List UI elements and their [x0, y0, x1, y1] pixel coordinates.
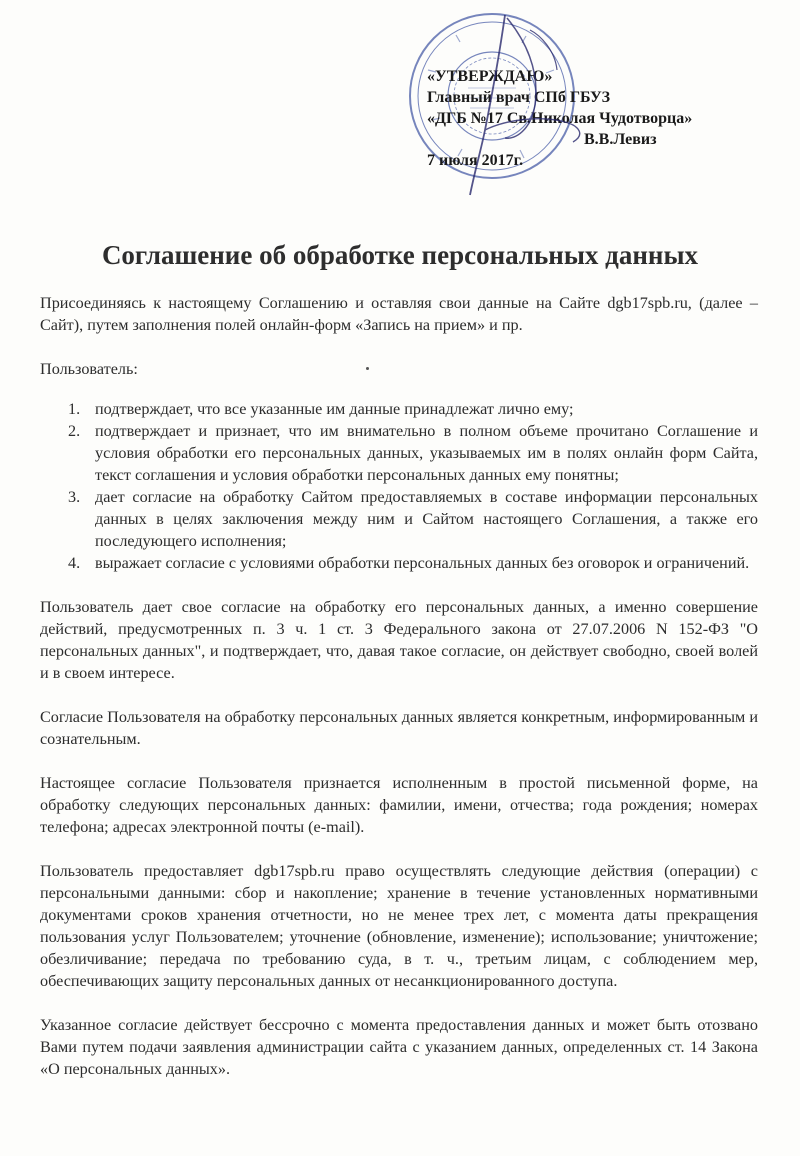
- intro-paragraph: Присоединяясь к настоящему Соглашению и оставляя свои данные на Сайте dgb17spb.ru, (далее – Сайт), путем заполнения полей онлайн-форм «Запись на прием» и пр.: [40, 294, 758, 334]
- operations-paragraph: Пользователь предоставляет dgb17spb.ru право осуществлять следующие действия (операции) с персональными данными: сбор и накопление; хранение в течение установленных нормативными документами сроков хранения отчетности, но не менее трех лет, с момента даты прекращения пользования услуг Пользователем; уточнение (обновление, изменение); использование; уничтожение; обезличивание; передача по требованию суда, в т. ч., третьим лицам, с соблюдением мер, обеспечивающих защиту персональных данных от несанкционированного доступа.: [40, 862, 758, 990]
- document-title: Соглашение об обработке персональных данных: [101, 240, 699, 270]
- list-item: [68, 552, 758, 574]
- list-item-number: 3.: [68, 488, 81, 506]
- approval-date: 7 июля 2017г.: [427, 152, 524, 169]
- list-item-number: 2.: [68, 422, 81, 440]
- document-body: [40, 292, 758, 1102]
- list-item-text: подтверждает, что все указанные им данные принадлежат лично ему;: [95, 400, 574, 418]
- list-item: [68, 420, 758, 486]
- list-item-number: 1.: [68, 400, 81, 418]
- list-item: [68, 398, 758, 420]
- approval-position: Главный врач СПб ГБУЗ: [427, 89, 611, 106]
- user-label: Пользователь:: [40, 360, 138, 378]
- consent-form-paragraph: Настоящее согласие Пользователя признается исполненным в простой письменной форме, на обработку следующих персональных данных: фамилии, имени, отчества; года рождения; номерах телефона; адресах электронной почты (e-mail).: [40, 774, 758, 836]
- approval-signer: В.В.Левиз: [584, 131, 657, 148]
- user-obligations-list: [40, 398, 758, 574]
- validity-paragraph: Указанное согласие действует бессрочно с момента предоставления данных и может быть отозвано Вами путем подачи заявления администрации сайта с указанием данных, определенных ст. 14 Закона «О персональных данных».: [40, 1016, 758, 1078]
- consent-nature-paragraph: Согласие Пользователя на обработку персональных данных является конкретным, информированным и сознательным.: [40, 708, 758, 748]
- list-item: [68, 486, 758, 552]
- consent-paragraph: Пользователь дает свое согласие на обработку его персональных данных, а именно совершение действий, предусмотренных п. 3 ч. 1 ст. 3 Федерального закона от 27.07.2006 N 152-ФЗ "О персональных данных", и подтверждает, что, давая такое согласие, он действует свободно, своей волей и в своем интересе.: [40, 598, 758, 682]
- list-item-text: подтверждает и признает, что им внимательно в полном объеме прочитано Соглашение и условия обработки его персональных данных, указываемых им в полях онлайн форм Сайта, текст соглашения и условия обработки персональных данных ему понятны;: [95, 422, 758, 484]
- handwritten-signature: [445, 10, 595, 200]
- approval-organization: «ДГБ №17 Св.Николая Чудотворца»: [427, 110, 693, 127]
- list-item-text: выражает согласие с условиями обработки персональных данных без оговорок и ограничений.: [95, 554, 750, 572]
- approval-heading: «УТВЕРЖДАЮ»: [427, 68, 553, 85]
- list-item-text: дает согласие на обработку Сайтом предоставляемых в составе информации персональных данных в целях заключения между ним и Сайтом настоящего Соглашения, а также его последующего исполнения;: [95, 488, 758, 550]
- list-item-number: 4.: [68, 554, 81, 572]
